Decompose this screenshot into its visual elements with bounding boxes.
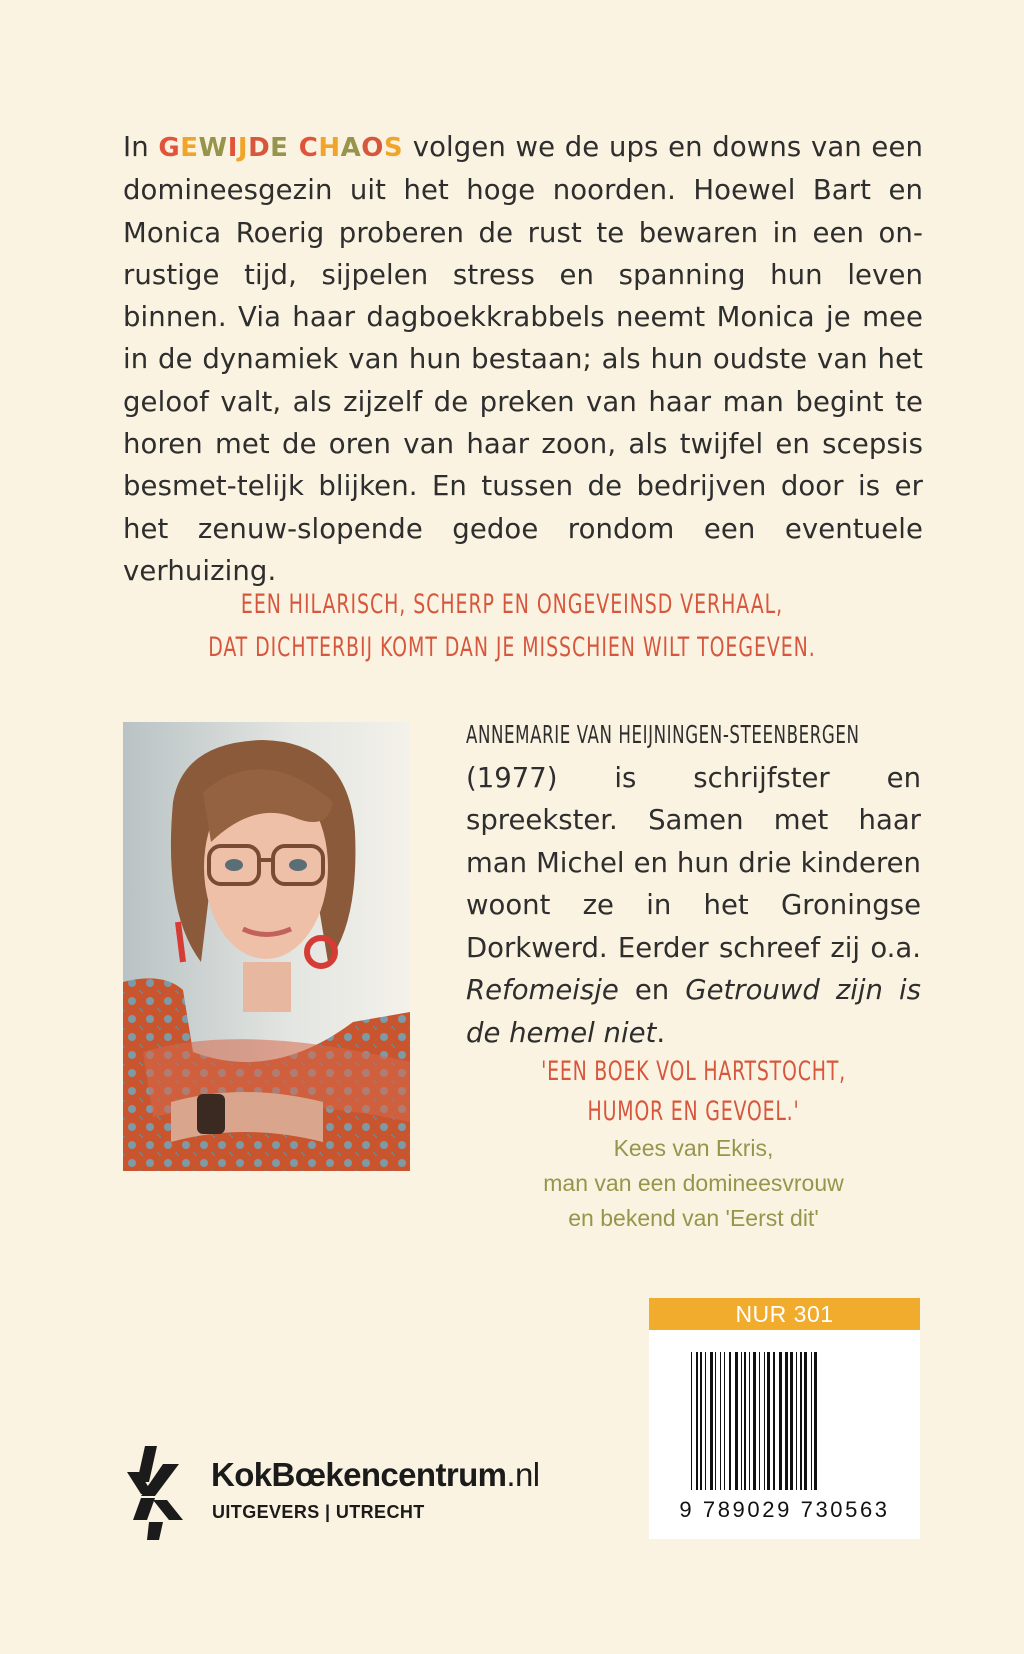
barcode-bar — [773, 1352, 775, 1490]
title-letter: G — [158, 133, 181, 163]
title-letter: E — [180, 133, 199, 163]
publisher-block — [123, 1442, 593, 1542]
barcode-bar — [735, 1352, 738, 1490]
publisher-name-main: KokBœkencentrum — [211, 1456, 507, 1493]
barcode-panel — [649, 1298, 920, 1539]
barcode-bar — [715, 1352, 716, 1490]
nur-label: NUR 301 — [649, 1298, 920, 1330]
book-reference-1: Refomeisje — [466, 974, 619, 1006]
review-quote-line2: DAT DICHTERBIJ KOMT DAN JE MISSCHIEN WILT TOEGEVEN. — [208, 632, 816, 663]
barcode-bar — [811, 1352, 812, 1490]
barcode-bar — [691, 1352, 692, 1490]
barcode-bar — [785, 1352, 788, 1490]
book-reference-2: Getrouwd zijn is de hemel niet — [466, 974, 921, 1049]
author-bio — [466, 714, 921, 1054]
title-letter — [288, 133, 298, 163]
title-letter: E — [270, 133, 289, 163]
title-letter: H — [318, 133, 341, 163]
barcode-bar — [710, 1352, 713, 1490]
publisher-name — [211, 1456, 539, 1494]
barcode-bar — [767, 1352, 770, 1490]
barcode-bar — [759, 1352, 760, 1490]
author-name: ANNEMARIE VAN HEIJNINGEN-STEENBERGEN — [466, 720, 860, 749]
barcode-bar — [749, 1352, 750, 1490]
blurb-text: volgen we de ups en downs van een domineesgezin uit het hoge noorden. Hoewel Bart en Monica Roerig proberen de rust te bewaren in een on-rustige tijd, sijpelen stress en spanning hun leven binnen. Via haar dagboekkrabbels neemt Monica je mee in de dynamiek van hun bestaan; als hun oudste van het geloof valt, als zijzelf de preken van haar man begint te horen met de oren van haar zoon, als twijfel en scepsis besmet-telijk blijken. En tussen de bedrijven door is er het zenuw-slopende gedoe rondom een eventuele verhuizing. — [123, 131, 924, 587]
publisher-logo-icon — [123, 1442, 187, 1542]
barcode-bar — [700, 1352, 702, 1490]
barcode-image — [689, 1352, 879, 1492]
title-letter: J — [237, 133, 249, 163]
review-quote — [113, 583, 912, 669]
title-letter: A — [340, 133, 362, 163]
barcode-bar — [705, 1352, 706, 1490]
barcode-bar — [764, 1352, 765, 1490]
barcode-bar — [796, 1352, 797, 1490]
title-letter: C — [298, 133, 319, 163]
barcode-bar — [779, 1352, 782, 1490]
endorsement-line2: HUMOR EN GEVOEL.' — [587, 1096, 800, 1127]
isbn-number: 9 789029 730563 — [679, 1497, 890, 1522]
title-letter: W — [198, 133, 228, 163]
review-quote-line1: EEN HILARISCH, SCHERP EN ONGEVEINSD VERHAAL, — [240, 589, 784, 620]
attribution-line3: en bekend van 'Eerst dit' — [568, 1205, 819, 1231]
author-photo — [123, 722, 410, 1171]
attribution-line2: man van een domineesvrouw — [543, 1170, 844, 1196]
barcode-bar — [741, 1352, 742, 1490]
attribution-line1: Kees van Ekris, — [613, 1135, 774, 1161]
barcode-bar — [744, 1352, 746, 1490]
barcode-bar — [724, 1352, 725, 1490]
barcode-bar — [729, 1352, 731, 1490]
barcode-bar — [790, 1352, 793, 1490]
endorsement-quote — [516, 1052, 871, 1132]
endorsement-attribution — [466, 1131, 921, 1236]
bio-end: . — [656, 1016, 666, 1049]
title-letter: O — [361, 133, 384, 163]
barcode-bar — [753, 1352, 756, 1490]
barcode-bar — [696, 1352, 698, 1490]
publisher-name-tld: .nl — [506, 1456, 540, 1493]
book-title — [158, 133, 403, 163]
barcode-bar — [720, 1352, 721, 1490]
barcode-bar — [804, 1352, 807, 1490]
title-letter: S — [383, 133, 404, 163]
blurb-paragraph — [123, 126, 923, 592]
blurb-intro: In — [123, 131, 149, 163]
endorsement-line1: 'EEN BOEK VOL HARTSTOCHT, — [541, 1056, 846, 1087]
barcode-bar — [814, 1352, 817, 1490]
publisher-subtitle: UITGEVERS | UTRECHT — [212, 1502, 425, 1522]
bio-conjunction: en — [634, 974, 670, 1006]
barcode-bar — [800, 1352, 802, 1490]
author-bio-text: (1977) is schrijfster en spreekster. Samen met haar man Michel en hun drie kinderen woont ze in het Groningse Dorkwerd. Eerder schreef zij o.a. — [466, 761, 921, 964]
title-letter: I — [227, 133, 238, 163]
title-letter: D — [248, 133, 271, 163]
